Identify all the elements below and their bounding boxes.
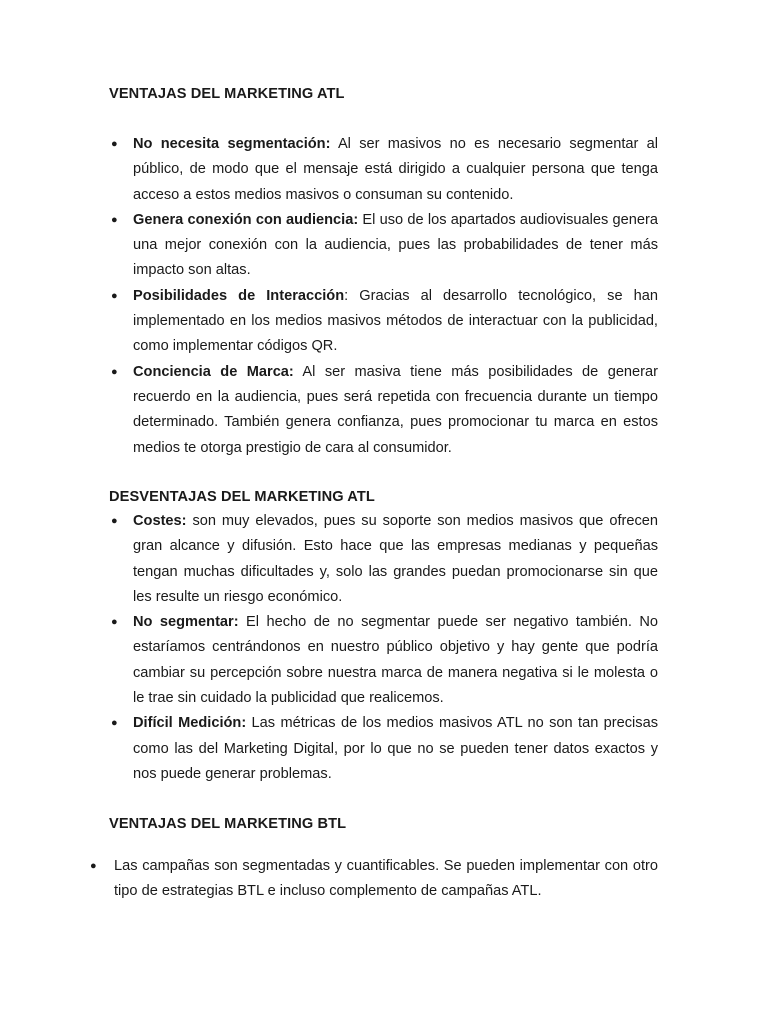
- section-heading-ventajas-btl: VENTAJAS DEL MARKETING BTL: [109, 816, 347, 832]
- item-text: El hecho de no segmentar puede ser negativo también. No estaríamos centrándonos en nuestro público objetivo y hay gente que podría cambiar su percepción sobre nuestra marca de manera negativa si le molesta o le trae sin cuidado la publicidad que realicemos.: [133, 614, 659, 707]
- item-text: Las métricas de los medios masivos ATL no son tan precisas como las del Marketing Digital, por lo que no se pueden tener datos exactos y nos puede generar problemas.: [133, 715, 659, 782]
- bullet-icon: ●: [111, 515, 118, 527]
- list-item: [111, 711, 659, 787]
- item-text: : Gracias al desarrollo tecnológico, se han implementado en los medios masivos métodos de interactuar con la publicidad, como implementar códigos QR.: [133, 287, 658, 355]
- bullet-icon: ●: [111, 289, 118, 302]
- item-term: No necesita segmentación:: [133, 136, 331, 152]
- list-item: [111, 360, 659, 461]
- item-term: Posibilidades de Interacción: [133, 287, 345, 304]
- section-heading-ventajas-atl: VENTAJAS DEL MARKETING ATL: [109, 86, 345, 102]
- item-text: Las campañas son segmentadas y cuantificables. Se pueden implementar con otro tipo de estrategias BTL e incluso complemento de campañas ATL.: [114, 858, 658, 900]
- list-item: [111, 284, 658, 360]
- bullet-list-desventajas-atl: [111, 509, 659, 787]
- item-term: Genera conexión con audiencia:: [133, 211, 359, 228]
- item-text: Al ser masiva tiene más posibilidades de generar recuerdo en la audiencia, pues será repetida con frecuencia durante un tiempo determinado. También genera confianza, pues promocionar tu marca en estos medios te otorga prestigio de cara al consumidor.: [133, 363, 659, 456]
- list-item: [111, 208, 658, 284]
- item-text: Al ser masivos no es necesario segmentar al público, de modo que el mensaje está dirigido a cualquier persona que tenga acceso a estos medios masivos o consuman su contenido.: [133, 136, 659, 203]
- bullet-icon: ●: [111, 616, 118, 629]
- bullet-list-ventajas-atl: [111, 132, 659, 461]
- bullet-icon: ●: [111, 365, 118, 378]
- item-term: Difícil Medición:: [133, 715, 247, 732]
- list-item: [111, 132, 659, 208]
- list-item: [90, 854, 658, 905]
- item-term: Conciencia de Marca:: [133, 363, 294, 380]
- item-term: Costes:: [133, 513, 187, 529]
- item-text: son muy elevados, pues su soporte son medios masivos que ofrecen gran alcance y difusión. Esto hace que las empresas medianas y pequeñas tengan muchas dificultades y, solo las grandes puedan promocionarse sin que les resulte un riesgo económico.: [133, 513, 658, 605]
- list-item: [111, 610, 659, 711]
- bullet-list-ventajas-btl: [90, 854, 658, 905]
- item-text: El uso de los apartados audiovisuales genera una mejor conexión con la audiencia, pues las probabilidades de tener más impacto son altas.: [133, 211, 658, 279]
- bullet-icon: ●: [90, 860, 97, 872]
- bullet-icon: ●: [111, 717, 118, 730]
- bullet-icon: ●: [111, 213, 118, 226]
- section-heading-desventajas-atl: DESVENTAJAS DEL MARKETING ATL: [109, 489, 375, 505]
- list-item: [111, 509, 658, 610]
- item-term: No segmentar:: [133, 614, 239, 631]
- bullet-icon: ●: [111, 138, 118, 150]
